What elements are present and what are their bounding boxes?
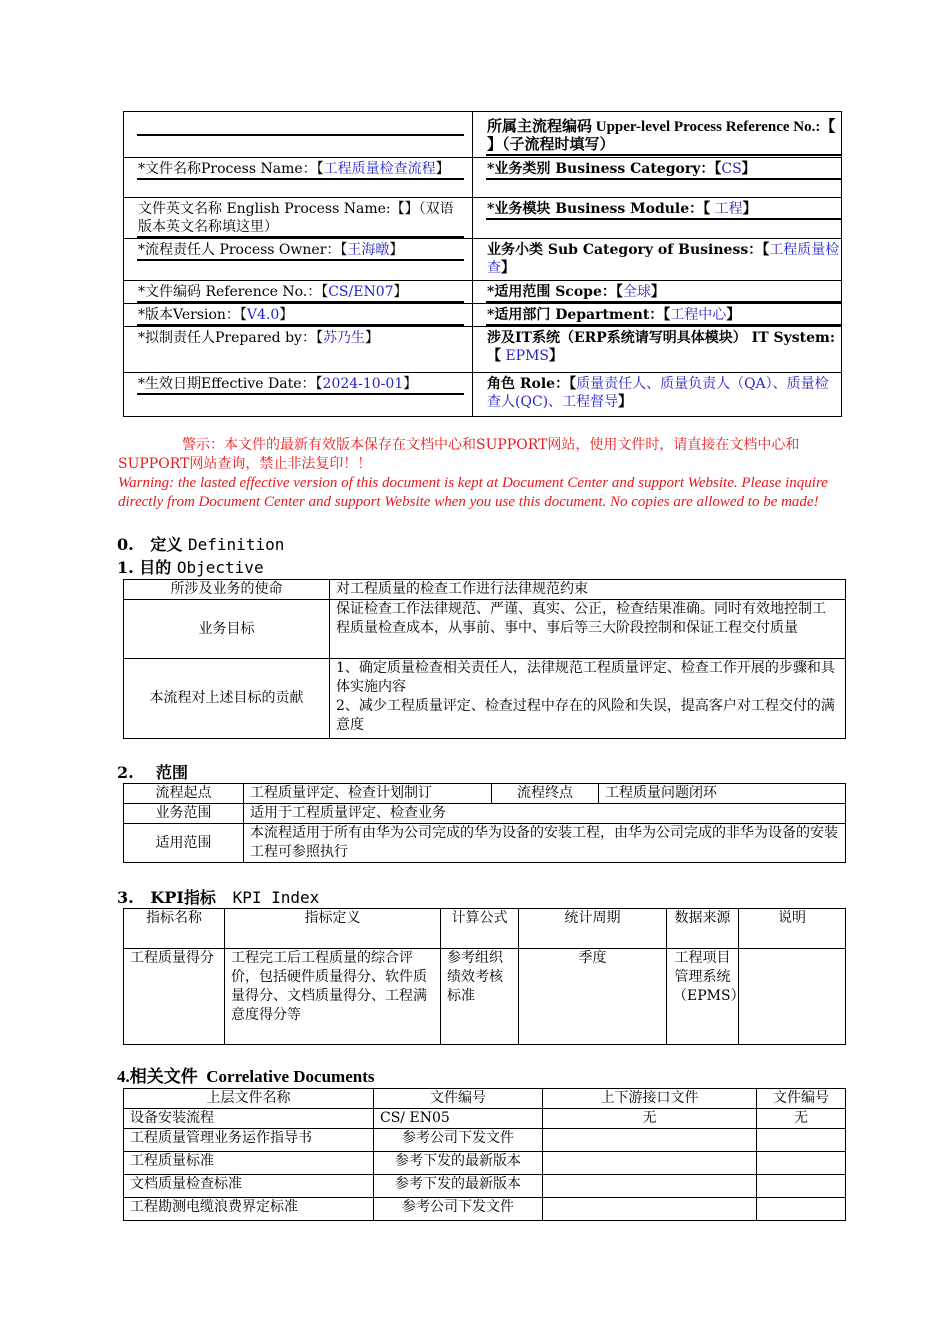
doc-row-5-interface — [543, 1198, 757, 1221]
kpi-formula: 参考组织绩效考核标准 — [441, 949, 519, 1045]
business-module-cell: *业务模块 Business Module：【 工程】 — [473, 198, 842, 239]
process-name-cell: *文件名称Process Name：【工程质量检查流程】 — [124, 158, 473, 198]
kpi-header-formula: 计算公式 — [441, 909, 519, 949]
doc-row-4-name: 文档质量检查标准 — [124, 1175, 374, 1198]
doc-row-4-code2 — [757, 1175, 846, 1198]
warning-cn: 警示：本文件的最新有效版本保存在文档中心和SUPPORT网站，使用文件时，请直接在文档中心和SUPPORT网站查询，禁止非法复印！！ — [118, 437, 800, 472]
doc-row-5-code2 — [757, 1198, 846, 1221]
warning-en: Warning: the lasted effective version of this document is kept at Document Center and support Website. Please inquire directly from Document Center and support Website when you use this document. No copies are allowed to be made! — [118, 475, 828, 510]
end-value: 工程质量问题闭环 — [599, 784, 846, 804]
contribution-value: 1、确定质量检查相关责任人，法律规范工程质量评定、检查工作开展的步骤和具体实施内容 2、减少工程质量评定、检查过程中存在的风险和失误，提高客户对工程交付的满意度 — [330, 659, 846, 739]
goal-label: 业务目标 — [124, 600, 330, 659]
objective-table — [123, 579, 846, 739]
doc-row-1-code2: 无 — [757, 1109, 846, 1129]
doc-row-5-code: 参考公司下发文件 — [374, 1198, 543, 1221]
doc-row-2-interface — [543, 1129, 757, 1152]
business-scope-value: 适用于工程质量评定、检查业务 — [244, 804, 846, 824]
kpi-table — [123, 908, 846, 1045]
doc-header-code2: 文件编号 — [757, 1089, 846, 1109]
scope-cell: *适用范围 Scope：【全球】 — [473, 281, 842, 304]
doc-row-3-name: 工程质量标准 — [124, 1152, 374, 1175]
kpi-header-note: 说明 — [739, 909, 846, 949]
mission-label: 所涉及业务的使命 — [124, 580, 330, 600]
english-name-cell: 文件英文名称 English Process Name:【】（双语版本英文名称填这里） — [124, 198, 473, 239]
doc-row-3-code: 参考下发的最新版本 — [374, 1152, 543, 1175]
doc-header-interface: 上下游接口文件 — [543, 1089, 757, 1109]
business-scope-label: 业务范围 — [124, 804, 244, 824]
doc-row-4-interface — [543, 1175, 757, 1198]
business-category-cell: *业务类别 Business Category：【CS】 — [473, 158, 842, 198]
kpi-header-period: 统计周期 — [519, 909, 667, 949]
section-1-heading: 1. 目的 Objective — [117, 558, 264, 577]
kpi-name: 工程质量得分 — [124, 949, 225, 1045]
version-cell: *版本Version：【V4.0】 — [124, 304, 473, 327]
kpi-source: 工程项目管理系统（EPMS） — [667, 949, 739, 1045]
scope-table — [123, 783, 846, 863]
apply-scope-label: 适用范围 — [124, 824, 244, 863]
effective-date-cell: *生效日期Effective Date：【2024-10-01】 — [124, 373, 473, 417]
doc-row-1-code: CS/ EN05 — [374, 1109, 543, 1129]
doc-row-4-code: 参考下发的最新版本 — [374, 1175, 543, 1198]
mission-value: 对工程质量的检查工作进行法律规范约束 — [330, 580, 846, 600]
goal-value: 保证检查工作法律规范、严谨、真实、公正，检查结果准确。同时有效地控制工程质量检查成本，从事前、事中、事后等三大阶段控制和保证工程交付质量 — [330, 600, 846, 659]
kpi-header-definition: 指标定义 — [225, 909, 441, 949]
doc-row-3-code2 — [757, 1152, 846, 1175]
doc-row-2-code: 参考公司下发文件 — [374, 1129, 543, 1152]
end-label: 流程终点 — [492, 784, 599, 804]
contribution-label: 本流程对上述目标的贡献 — [124, 659, 330, 739]
kpi-period: 季度 — [519, 949, 667, 1045]
section-2-heading: 2. 范围 — [117, 763, 188, 782]
doc-row-5-name: 工程勘测电缆浪费界定标准 — [124, 1198, 374, 1221]
prepared-cell: *拟制责任人Prepared by：【苏乃生】 — [124, 327, 473, 373]
doc-header-code: 文件编号 — [374, 1089, 543, 1109]
sub-category-cell: 业务小类 Sub Category of Business：【工程质量检查】 — [473, 239, 842, 281]
process-info-table — [123, 111, 842, 417]
kpi-note — [739, 949, 846, 1045]
doc-row-1-name: 设备安装流程 — [124, 1109, 374, 1129]
documents-table — [123, 1088, 846, 1221]
process-name-value: 工程质量检查流程 — [323, 161, 436, 177]
doc-header-upper: 上层文件名称 — [124, 1089, 374, 1109]
doc-row-2-name: 工程质量管理业务运作指导书 — [124, 1129, 374, 1152]
upper-ref-cell: 所属主流程编码 Upper-level Process Reference No.:【 】（子流程时填写） — [473, 112, 842, 158]
section-4-heading: 4.相关文件 Correlative Documents — [117, 1067, 375, 1086]
blank-cell — [124, 112, 473, 158]
kpi-definition: 工程完工后工程质量的综合评价，包括硬件质量得分、软件质量得分、文档质量得分、工程满意度得分等 — [225, 949, 441, 1045]
doc-row-3-interface — [543, 1152, 757, 1175]
kpi-header-source: 数据来源 — [667, 909, 739, 949]
start-value: 工程质量评定、检查计划制订 — [244, 784, 492, 804]
owner-cell: *流程责任人 Process Owner：【王海暾】 — [124, 239, 473, 281]
role-cell: 角色 Role：【质量责任人、质量负责人（QA）、质量检查人(QC)、工程督导】 — [473, 373, 842, 417]
section-0-heading: 0. 定义 Definition — [117, 535, 285, 554]
kpi-header-name: 指标名称 — [124, 909, 225, 949]
it-system-cell: 涉及IT系统（ERP系统请写明具体模块） IT System:【 EPMS】 — [473, 327, 842, 373]
doc-row-1-interface: 无 — [543, 1109, 757, 1129]
section-3-heading: 3. KPI指标 KPI Index — [117, 888, 320, 907]
doc-row-2-code2 — [757, 1129, 846, 1152]
department-cell: *适用部门 Department：【工程中心】 — [473, 304, 842, 327]
apply-scope-value: 本流程适用于所有由华为公司完成的华为设备的安装工程，由华为公司完成的非华为设备的安装工程可参照执行 — [244, 824, 846, 863]
start-label: 流程起点 — [124, 784, 244, 804]
reference-cell: *文件编码 Reference No.：【CS/EN07】 — [124, 281, 473, 304]
